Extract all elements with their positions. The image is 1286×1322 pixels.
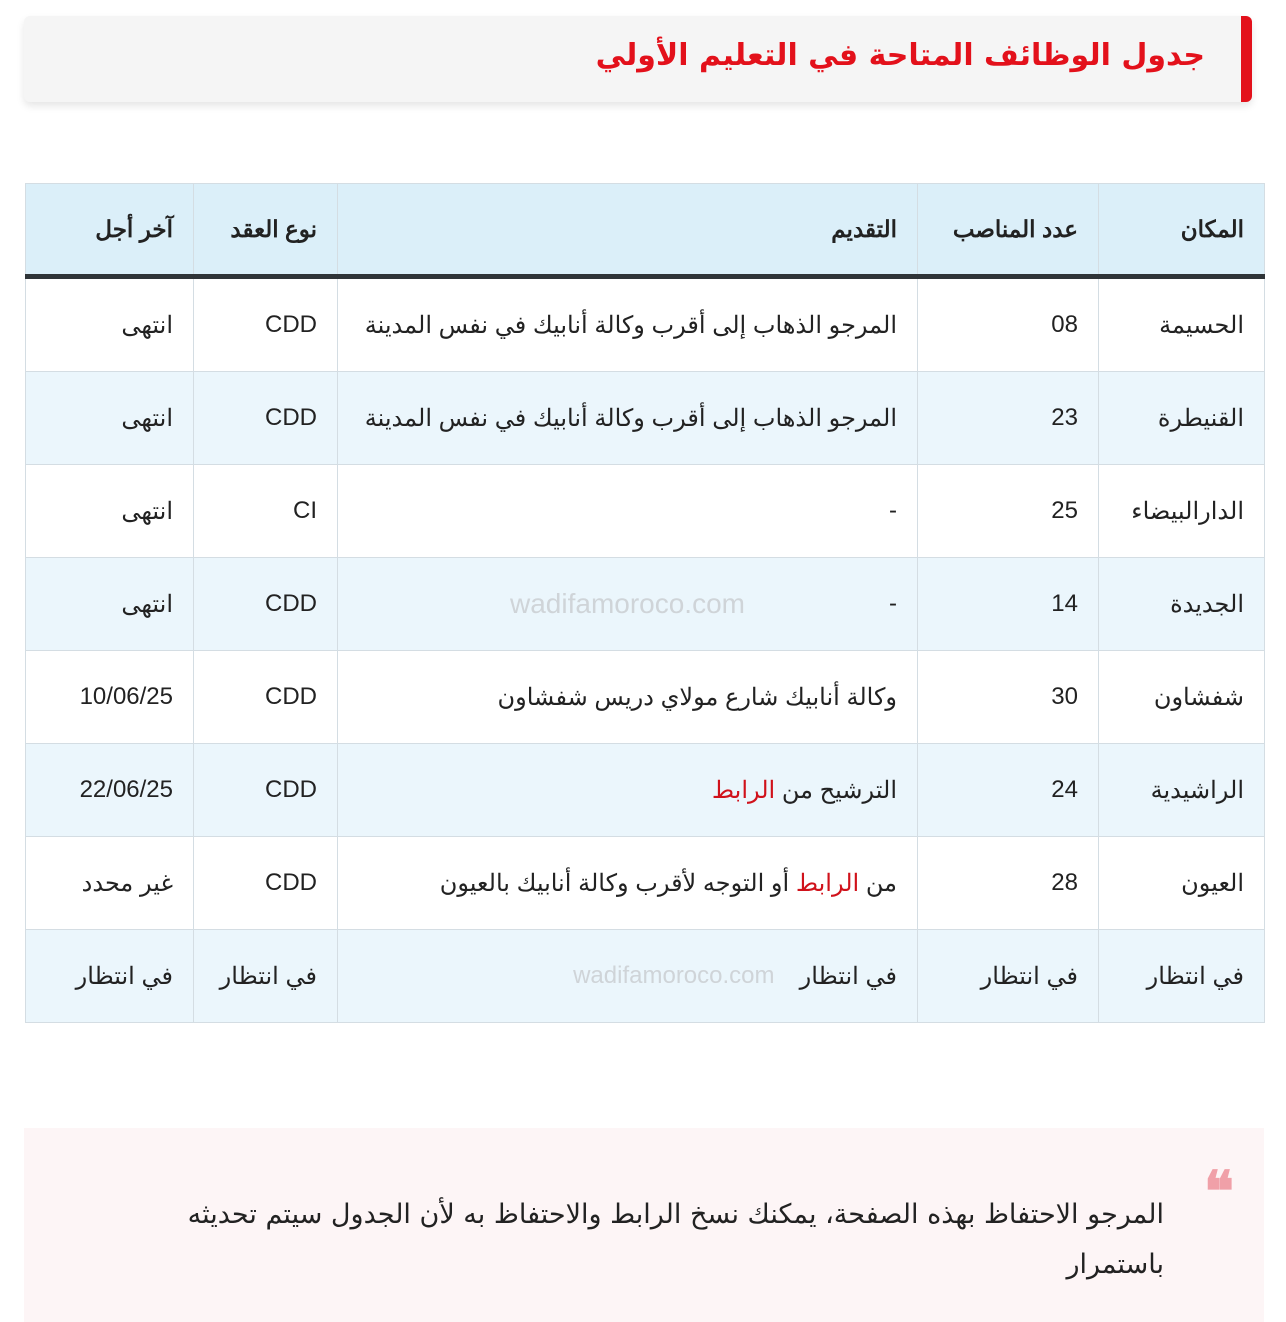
cell-positions: 08 <box>918 277 1099 372</box>
cell-positions: 28 <box>918 837 1099 930</box>
cell-deadline: في انتظار <box>26 930 194 1023</box>
apply-prefix: من <box>865 869 897 897</box>
header-contract: نوع العقد <box>194 184 338 277</box>
watermark: wadifamoroco.com <box>510 588 745 619</box>
header-apply: التقديم <box>338 184 918 277</box>
header-deadline: آخر أجل <box>26 184 194 277</box>
cell-place: الحسيمة <box>1099 277 1265 372</box>
table-row <box>26 465 1265 558</box>
apply-link[interactable]: الرابط <box>711 776 776 804</box>
cell-contract: CDD <box>194 277 338 372</box>
table-row <box>26 277 1265 372</box>
page-title-box <box>24 16 1252 102</box>
cell-apply-text: - <box>889 590 897 617</box>
cell-deadline: انتهى <box>26 558 194 651</box>
cell-place: القنيطرة <box>1099 372 1265 465</box>
cell-contract: CDD <box>194 744 338 837</box>
cell-place: الراشيدية <box>1099 744 1265 837</box>
cell-contract: CDD <box>194 558 338 651</box>
cell-apply: - <box>338 465 918 558</box>
cell-place: الدارالبيضاء <box>1099 465 1265 558</box>
cell-apply: المرجو الذهاب إلى أقرب وكالة أنابيك في نفس المدينة <box>338 372 918 465</box>
header-positions: عدد المناصب <box>918 184 1099 277</box>
cell-place: في انتظار <box>1099 930 1265 1023</box>
cell-deadline: 22/06/25 <box>26 744 194 837</box>
cell-apply <box>338 930 918 1023</box>
cell-contract: في انتظار <box>194 930 338 1023</box>
cell-place: العيون <box>1099 837 1265 930</box>
table-row <box>26 558 1265 651</box>
cell-apply <box>338 744 918 837</box>
watermark: wadifamoroco.com <box>573 962 775 989</box>
jobs-table <box>25 183 1265 1023</box>
cell-positions: 14 <box>918 558 1099 651</box>
table-header-row <box>26 184 1265 277</box>
cell-contract: CDD <box>194 372 338 465</box>
cell-deadline: انتهى <box>26 277 194 372</box>
cell-apply <box>338 558 918 651</box>
apply-link[interactable]: الرابط <box>795 869 860 897</box>
cell-positions: 23 <box>918 372 1099 465</box>
header-place: المكان <box>1099 184 1265 277</box>
cell-positions: 25 <box>918 465 1099 558</box>
cell-deadline: غير محدد <box>26 837 194 930</box>
cell-deadline: انتهى <box>26 372 194 465</box>
cell-positions: 30 <box>918 651 1099 744</box>
cell-deadline: انتهى <box>26 465 194 558</box>
cell-place: شفشاون <box>1099 651 1265 744</box>
cell-contract: CDD <box>194 651 338 744</box>
cell-apply: وكالة أنابيك شارع مولاي دريس شفشاون <box>338 651 918 744</box>
note-box <box>24 1128 1264 1322</box>
apply-prefix: الترشيح من <box>781 776 897 804</box>
table-row <box>26 651 1265 744</box>
table-row <box>26 930 1265 1023</box>
page-title: جدول الوظائف المتاحة في التعليم الأولي <box>595 38 1205 73</box>
table-row <box>26 372 1265 465</box>
apply-suffix: أو التوجه لأقرب وكالة أنابيك بالعيون <box>439 869 790 897</box>
cell-contract: CDD <box>194 837 338 930</box>
quote-icon: ❝ <box>1203 1159 1234 1225</box>
cell-positions: في انتظار <box>918 930 1099 1023</box>
cell-contract: CI <box>194 465 338 558</box>
note-text: المرجو الاحتفاظ بهذه الصفحة، يمكنك نسخ الرابط والاحتفاظ به لأن الجدول سيتم تحديثه باستمرار <box>187 1199 1164 1280</box>
cell-apply <box>338 837 918 930</box>
table-row <box>26 837 1265 930</box>
cell-positions: 24 <box>918 744 1099 837</box>
cell-deadline: 10/06/25 <box>26 651 194 744</box>
table-row <box>26 744 1265 837</box>
cell-place: الجديدة <box>1099 558 1265 651</box>
cell-apply-text: في انتظار <box>799 962 897 990</box>
cell-apply: المرجو الذهاب إلى أقرب وكالة أنابيك في نفس المدينة <box>338 277 918 372</box>
